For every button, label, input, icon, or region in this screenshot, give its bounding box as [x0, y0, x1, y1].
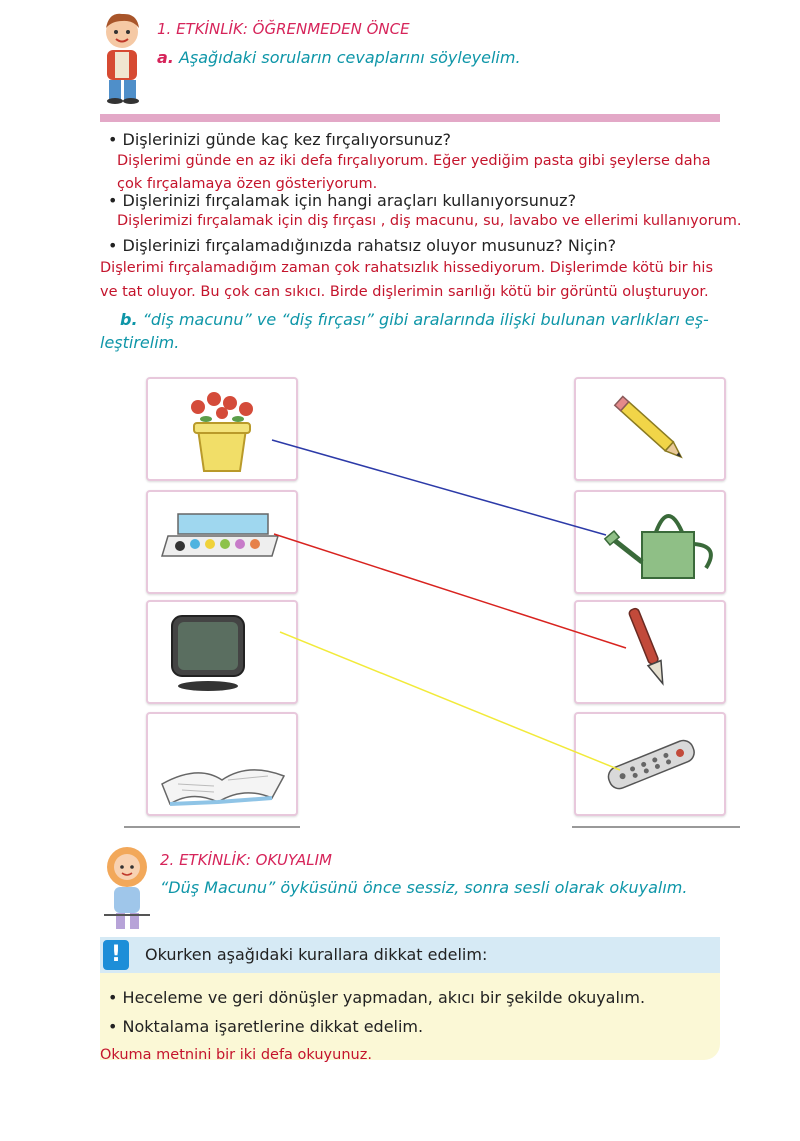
exclamation-icon: ! [103, 940, 129, 970]
match-line-palette-fountain-pen [274, 534, 626, 648]
question-3: • Dişlerinizi fırçalamadığınızda rahatsız oluyor musunuz? Niçin? [108, 236, 617, 255]
answer-3-line-2: ve tat oluyor. Bu çok can sıkıcı. Birde dişlerimin sarılığı kötü bir görüntü oluşturuyor. [100, 284, 709, 300]
part-b-label: b. [120, 310, 138, 329]
answer-2-line-1: Dişlerimizi fırçalamak için diş fırçası , diş macunu, su, lavabo ve ellerimi kullanıyorum. [117, 213, 742, 229]
question-2: • Dişlerinizi fırçalamak için hangi araçları kullanıyorsunuz? [108, 191, 577, 210]
rule-2: • Noktalama işaretlerine dikkat edelim. [108, 1017, 424, 1036]
activity1-title: 1. ETKİNLİK: ÖĞRENMEDEN ÖNCE [157, 20, 410, 38]
activity2-title: 2. ETKİNLİK: OKUYALIM [160, 851, 332, 869]
part-b-instruction-line-1: b. “diş macunu” ve “diş fırçası” gibi aralarında ilişki bulunan varlıkları eş- [120, 310, 709, 329]
answer-3-line-1: Dişlerimi fırçalamadığım zaman çok rahatsızlık hissediyorum. Dişlerimde kötü bir his [100, 260, 714, 276]
part-a-label: a. [157, 48, 174, 67]
part-b-instruction-line-2: leştirelim. [100, 333, 180, 352]
notice-heading: Okurken aşağıdaki kurallara dikkat edelim: [145, 945, 488, 964]
activity2-answer: Okuma metnini bir iki defa okuyunuz. [100, 1047, 372, 1063]
part-a-text: Aşağıdaki soruların cevaplarını söyleyelim. [178, 48, 521, 67]
answer-1-line-2: çok fırçalamaya özen gösteriyorum. [117, 176, 378, 192]
rule-1: • Heceleme ve geri dönüşler yapmadan, akıcı bir şekilde okuyalım. [108, 988, 646, 1007]
activity2-subtitle: “Düş Macunu” öyküsünü önce sessiz, sonra sesli olarak okuyalım. [160, 878, 688, 897]
match-line-flower-pot-watering-can [272, 440, 606, 535]
answer-1-line-1: Dişlerimi günde en az iki defa fırçalıyorum. Eğer yediğim pasta gibi şeylerse daha [117, 153, 711, 169]
match-line-television-remote [280, 632, 620, 770]
question-1: • Dişlerinizi günde kaç kez fırçalıyorsunuz? [108, 130, 451, 149]
girl-character-illustration [100, 843, 155, 933]
